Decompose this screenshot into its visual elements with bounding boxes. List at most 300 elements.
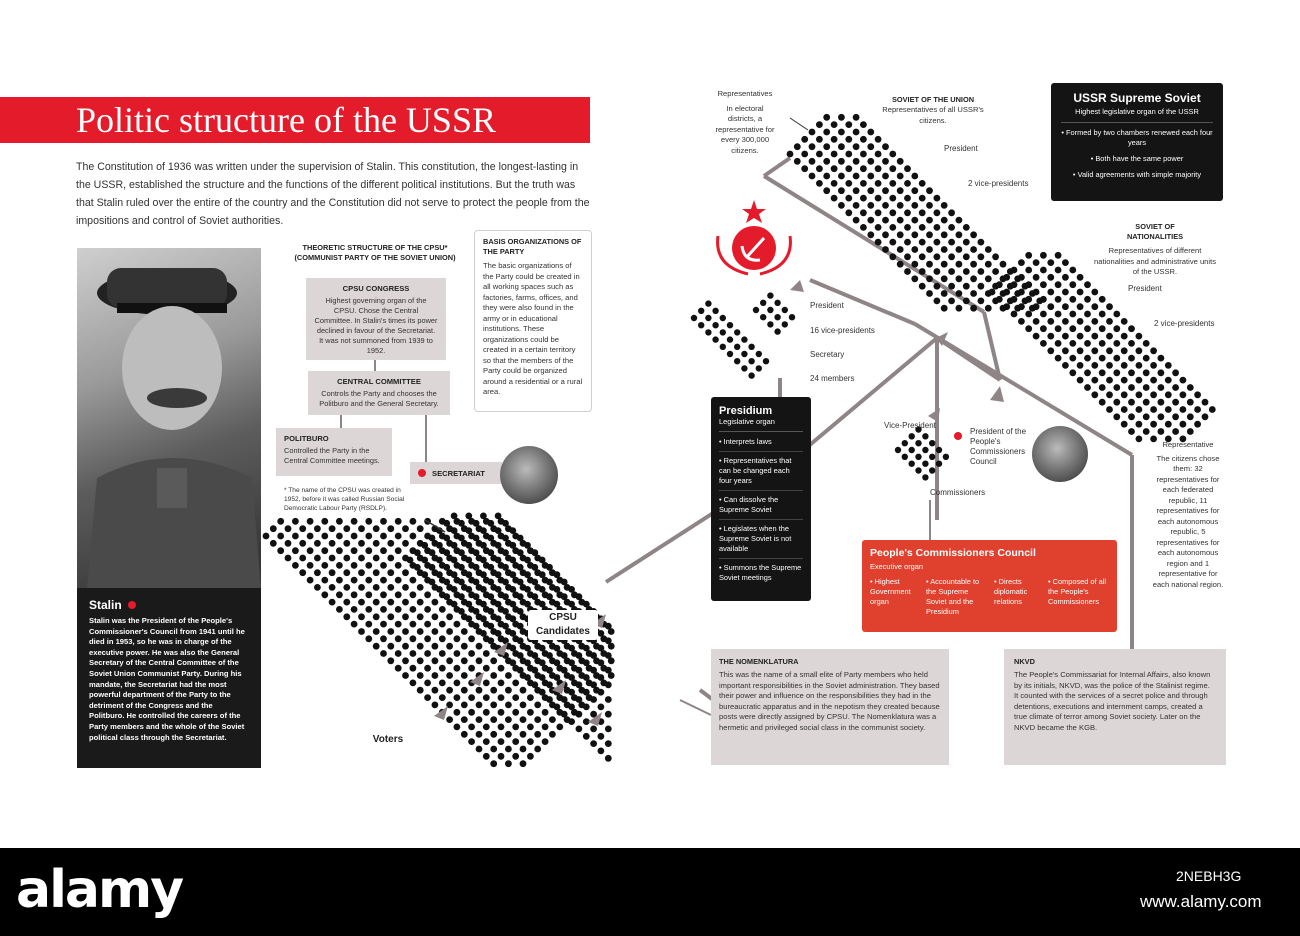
voter-dot xyxy=(490,657,497,664)
candidate-dot xyxy=(605,696,612,703)
soviet-nationalities-dot xyxy=(1180,406,1187,413)
candidate-dot xyxy=(509,586,516,593)
arrow-icon xyxy=(434,706,448,720)
soviet-nationalities-dot xyxy=(1018,274,1025,281)
voter-dot xyxy=(520,746,527,753)
soviet-union-dot xyxy=(941,231,948,238)
voter-dot xyxy=(329,555,336,562)
voter-dot xyxy=(387,525,394,532)
voter-dot xyxy=(417,525,424,532)
soviet-nationalities-dot xyxy=(1055,311,1062,318)
soviet-nationalities-dot xyxy=(1040,267,1047,274)
soviet-nationalities-dot xyxy=(1040,311,1047,318)
soviet-union-dot xyxy=(823,173,830,180)
soviet-union-dot xyxy=(926,231,933,238)
soviet-union-dot xyxy=(875,151,882,158)
voter-dot xyxy=(410,680,417,687)
soviet-union-dot xyxy=(904,209,911,216)
soviet-nationalities-dot xyxy=(1172,428,1179,435)
soviet-nationalities-dot xyxy=(1091,318,1098,325)
candidate-dot xyxy=(465,615,472,622)
voter-dot xyxy=(336,518,343,525)
soviet-union-dot xyxy=(897,158,904,165)
presidium-dot xyxy=(698,322,704,328)
soviet-nationalities-dot xyxy=(1143,399,1150,406)
candidate-dot xyxy=(554,704,561,711)
candidate-dot xyxy=(451,571,458,578)
nkvd-box xyxy=(1004,649,1226,765)
voter-dot xyxy=(373,569,380,576)
voter-dot xyxy=(292,533,299,540)
candidate-dot xyxy=(443,564,450,571)
presidium-subtitle: Legislative organ xyxy=(719,417,803,432)
soviet-union-dot xyxy=(911,275,918,282)
soviet-union-dot xyxy=(911,261,918,268)
soviet-union-dot xyxy=(867,217,874,224)
footer-image-id: 2NEBH3G xyxy=(1176,868,1242,884)
soviet-union-dot xyxy=(919,239,926,246)
voter-dot xyxy=(505,702,512,709)
soviet-union-dot xyxy=(853,129,860,136)
soviet-nationalities-dot xyxy=(1150,377,1157,384)
arrow-icon xyxy=(928,408,940,422)
candidate-dot xyxy=(517,623,524,630)
soviet-nationalities-dot xyxy=(1150,406,1157,413)
soviet-union-dot xyxy=(941,290,948,297)
soviet-union-dot xyxy=(838,129,845,136)
soviet-nationalities-dot xyxy=(1077,303,1084,310)
soviet-union-dot xyxy=(926,290,933,297)
voter-dot xyxy=(395,665,402,672)
soviet-union-dot xyxy=(889,180,896,187)
presidium-dot xyxy=(720,315,726,321)
soviet-nationalities-dot xyxy=(1018,303,1025,310)
candidate-dot xyxy=(465,513,472,520)
politburo-title: POLITBURO xyxy=(284,434,329,443)
soviet-nationalities-dot xyxy=(996,296,1003,303)
voter-dot xyxy=(490,731,497,738)
voter-dot xyxy=(314,555,321,562)
soviet-nationalities-dot xyxy=(1128,428,1135,435)
connector-line xyxy=(790,118,808,130)
soviet-nationalities-dot xyxy=(1143,340,1150,347)
candidate-dot xyxy=(465,557,472,564)
soviet-nationalities-dot xyxy=(1084,325,1091,332)
soviet-nationalities-dot xyxy=(1091,303,1098,310)
soviet-union-dot xyxy=(911,246,918,253)
soviet-nationalities-dot xyxy=(1055,281,1062,288)
soviet-nationalities-dot xyxy=(1047,274,1054,281)
voter-dot xyxy=(490,702,497,709)
voter-dot xyxy=(527,694,534,701)
voter-dot xyxy=(365,533,372,540)
soviet-nationalities-dot xyxy=(1091,289,1098,296)
soviet-union-dot xyxy=(816,165,823,172)
council-dot xyxy=(909,447,915,453)
candidate-dot xyxy=(465,527,472,534)
voter-dot xyxy=(299,540,306,547)
candidate-dot xyxy=(487,549,494,556)
voter-dot xyxy=(373,599,380,606)
voter-dot xyxy=(527,738,534,745)
candidate-dot xyxy=(539,571,546,578)
candidate-dot xyxy=(495,513,502,520)
soviet-union-dot xyxy=(985,246,992,253)
soviet-nationalities-dot xyxy=(1047,347,1054,354)
voter-dot xyxy=(549,731,556,738)
candidate-dot xyxy=(524,586,531,593)
voter-dot xyxy=(439,621,446,628)
soviet-nationalities-dot xyxy=(1011,296,1018,303)
soviet-nationalities-dot xyxy=(1055,252,1062,259)
candidate-dot xyxy=(524,674,531,681)
voter-dot xyxy=(446,613,453,620)
soviet-nationalities-dot xyxy=(1099,296,1106,303)
voter-dot xyxy=(410,621,417,628)
voter-dot xyxy=(527,724,534,731)
voter-dot xyxy=(424,621,431,628)
soviet-nationalities-dot xyxy=(1106,347,1113,354)
candidate-dot xyxy=(546,564,553,571)
soviet-nationalities-dot xyxy=(1136,406,1143,413)
council-dot xyxy=(915,440,921,446)
voter-dot xyxy=(351,606,358,613)
voter-dot xyxy=(387,540,394,547)
voter-dot xyxy=(417,599,424,606)
candidate-dot xyxy=(546,579,553,586)
soviet-union-dot xyxy=(956,217,963,224)
voter-dot xyxy=(498,680,505,687)
candidate-dot xyxy=(568,586,575,593)
soviet-union-dot xyxy=(838,143,845,150)
voter-dot xyxy=(454,709,461,716)
presidium-dot xyxy=(782,307,788,313)
soviet-union-dot xyxy=(919,283,926,290)
voter-dot xyxy=(365,606,372,613)
council-president-dot xyxy=(954,432,962,440)
council-dot xyxy=(909,433,915,439)
candidate-dot xyxy=(487,637,494,644)
candidate-dot xyxy=(451,557,458,564)
candidate-dot xyxy=(465,542,472,549)
soviet-nationalities-dot xyxy=(1033,318,1040,325)
soviet-nationalities-dot xyxy=(1018,259,1025,266)
voter-dot xyxy=(321,518,328,525)
voter-dot xyxy=(402,613,409,620)
voter-dot xyxy=(387,643,394,650)
candidate-dot xyxy=(502,549,509,556)
soviet-nationalities-text: Representatives of different nationalities and administrative units of the USSR. xyxy=(1094,246,1216,276)
candidate-dot xyxy=(598,748,605,755)
candidate-dot xyxy=(502,564,509,571)
candidate-dot xyxy=(502,608,509,615)
cpsu-congress-title: CPSU CONGRESS xyxy=(342,284,410,293)
soviet-nationalities-dot xyxy=(1106,377,1113,384)
candidate-dot xyxy=(473,520,480,527)
voter-dot xyxy=(336,606,343,613)
candidate-dot xyxy=(561,652,568,659)
soviet-nationalities-dot xyxy=(1062,333,1069,340)
candidate-dot xyxy=(524,571,531,578)
peoples-council-subtitle: Executive organ xyxy=(870,562,923,571)
presidium-dot xyxy=(691,315,697,321)
voter-dot xyxy=(520,702,527,709)
representatives-title: Representatives xyxy=(717,89,773,98)
voter-dot xyxy=(380,518,387,525)
candidate-dot xyxy=(568,645,575,652)
soviet-nationalities-dot xyxy=(1143,384,1150,391)
soviet-union-dot xyxy=(926,202,933,209)
voter-dot xyxy=(520,760,527,767)
voter-dot xyxy=(395,562,402,569)
voter-dot xyxy=(432,643,439,650)
soviet-union-dot xyxy=(889,239,896,246)
soviet-nationalities-dot xyxy=(1158,355,1165,362)
voter-dot xyxy=(483,724,490,731)
candidate-dot xyxy=(598,689,605,696)
cpsu-congress-text: Highest governing organ of the CPSU. Chose the Central Committee. In Stalin's times its power declined in favour of the Secretariat. It was not summoned from 1939 to 1952. xyxy=(314,296,438,355)
voter-dot xyxy=(527,709,534,716)
voter-dot xyxy=(512,753,519,760)
candidate-dot xyxy=(517,549,524,556)
soviet-nationalities-dot xyxy=(1172,413,1179,420)
soviet-union-dot xyxy=(904,165,911,172)
presidium-dot xyxy=(734,344,740,350)
voter-dot xyxy=(285,540,292,547)
soviet-nationalities-dot xyxy=(1158,413,1165,420)
soviet-union-dot xyxy=(911,217,918,224)
candidate-dot xyxy=(554,674,561,681)
voter-dot xyxy=(373,540,380,547)
presidium-dot xyxy=(741,351,747,357)
voter-dot xyxy=(446,716,453,723)
soviet-nationalities-dot xyxy=(1069,325,1076,332)
presidium-dot xyxy=(727,351,733,357)
soviet-union-dot xyxy=(948,239,955,246)
voters-label: Voters xyxy=(366,731,410,749)
voter-dot xyxy=(512,694,519,701)
soviet-union-dot xyxy=(882,158,889,165)
candidate-dot xyxy=(568,674,575,681)
voter-dot xyxy=(387,569,394,576)
candidate-dot xyxy=(517,593,524,600)
soviet-nationalities-dot xyxy=(1202,399,1209,406)
voter-dot xyxy=(476,731,483,738)
voter-dot xyxy=(505,746,512,753)
voter-dot xyxy=(505,760,512,767)
candidate-dot xyxy=(546,681,553,688)
presidium-dot xyxy=(705,300,711,306)
soviet-union-dot xyxy=(904,195,911,202)
voter-dot xyxy=(329,584,336,591)
voter-dot xyxy=(417,672,424,679)
supreme-soviet-point: • Both have the same power xyxy=(1090,154,1184,163)
soviet-union-text: Representatives of all USSR's citizens. xyxy=(882,105,984,125)
soviet-union-dot xyxy=(956,246,963,253)
voter-dot xyxy=(446,628,453,635)
soviet-nationalities-dot xyxy=(1033,274,1040,281)
soviet-union-dot xyxy=(867,173,874,180)
soviet-nationalities-dot xyxy=(1011,267,1018,274)
soviet-nationalities-dot xyxy=(1040,340,1047,347)
candidate-dot xyxy=(509,571,516,578)
soviet-union-dot xyxy=(838,158,845,165)
voter-dot xyxy=(520,731,527,738)
soviet-union-dot xyxy=(867,231,874,238)
voter-dot xyxy=(483,680,490,687)
presidium-dot xyxy=(712,322,718,328)
connector-line xyxy=(764,158,790,176)
stalin-name: Stalin xyxy=(89,598,122,612)
voter-dot xyxy=(314,569,321,576)
candidate-dot xyxy=(502,535,509,542)
soviet-union-dot xyxy=(963,253,970,260)
voter-dot xyxy=(417,687,424,694)
voter-dot xyxy=(365,635,372,642)
soviet-nationalities-dot xyxy=(1121,377,1128,384)
soviet-union-dot xyxy=(911,202,918,209)
candidate-dot xyxy=(458,535,465,542)
soviet-nationalities-dot xyxy=(1099,399,1106,406)
council-dot xyxy=(922,447,928,453)
candidate-dot xyxy=(605,740,612,747)
candidate-dot xyxy=(451,513,458,520)
soviet-union-dot xyxy=(941,275,948,282)
soviet-union-dot xyxy=(794,158,801,165)
council-dot xyxy=(915,467,921,473)
soviet-nationalities-dot xyxy=(1069,369,1076,376)
candidate-dot xyxy=(414,564,421,571)
candidate-dot xyxy=(590,726,597,733)
soviet-nationalities-dot xyxy=(1055,355,1062,362)
nkvd-text: The People's Commissariat for Internal Affairs, also known by its initials, NKVD, was the police of the Stalinist regime. It counted with the services of a secret police and through detentions, executions and internment camps, created a true climate of terror among Soviet society. Later on the NKVD became the KGB. xyxy=(1014,670,1211,732)
council-dot xyxy=(922,433,928,439)
soviet-nationalities-dot xyxy=(1055,325,1062,332)
candidate-dot xyxy=(509,557,516,564)
intro-text: The Constitution of 1936 was written under the supervision of Stalin. This constitution, the longest-lasting in the USSR, established the structure and the functions of the different political institutions. But the truth was that Stalin ruled over the entire of the country and the Constitution did not serve to protect the people from the impositions and control of Soviet authorities. xyxy=(76,161,590,227)
candidate-dot xyxy=(539,674,546,681)
candidate-dot xyxy=(598,645,605,652)
soviet-union-dot xyxy=(934,283,941,290)
presidium-secretary: Secretary xyxy=(810,350,845,359)
soviet-union-dot xyxy=(801,136,808,143)
candidate-dot xyxy=(568,704,575,711)
candidate-dot xyxy=(502,593,509,600)
candidate-dot xyxy=(539,557,546,564)
voter-dot xyxy=(468,635,475,642)
voter-dot xyxy=(263,533,270,540)
soviet-union-dot xyxy=(985,261,992,268)
soviet-union-dot xyxy=(978,298,985,305)
voter-dot xyxy=(410,518,417,525)
voter-dot xyxy=(512,680,519,687)
voter-dot xyxy=(343,584,350,591)
candidate-dot xyxy=(465,601,472,608)
soviet-nationalities-dot xyxy=(1025,267,1032,274)
voter-dot xyxy=(520,716,527,723)
voter-dot xyxy=(299,555,306,562)
voter-dot xyxy=(410,650,417,657)
candidate-dot xyxy=(465,571,472,578)
candidate-dot xyxy=(429,564,436,571)
voter-dot xyxy=(395,591,402,598)
soviet-union-dot xyxy=(882,187,889,194)
soviet-nationalities-dot xyxy=(1077,274,1084,281)
voter-dot xyxy=(402,569,409,576)
voter-dot xyxy=(432,672,439,679)
voter-dot xyxy=(395,650,402,657)
page-title: Politic structure of the USSR xyxy=(76,100,496,140)
presidium-dot xyxy=(712,308,718,314)
soviet-nationalities-dot xyxy=(1033,289,1040,296)
voter-dot xyxy=(336,577,343,584)
soviet-nationalities-dot xyxy=(1143,413,1150,420)
candidate-dot xyxy=(561,696,568,703)
soviet-nationalities-dot xyxy=(1113,369,1120,376)
voter-dot xyxy=(410,577,417,584)
soviet-nationalities-dot xyxy=(1084,281,1091,288)
candidate-dot xyxy=(487,564,494,571)
voter-dot xyxy=(446,643,453,650)
candidate-dot xyxy=(531,549,538,556)
candidate-dot xyxy=(576,667,583,674)
soviet-union-dot xyxy=(926,261,933,268)
soviet-nationalities-dot xyxy=(1106,406,1113,413)
presidium-dot xyxy=(767,292,773,298)
soviet-union-dot xyxy=(948,224,955,231)
voter-dot xyxy=(365,518,372,525)
presidium-dot xyxy=(741,365,747,371)
nomenklatura-text: This was the name of a small elite of Party members who held important responsibilities in the Soviet administration. They based their power and influence on the responsibilities they had in the bureaucratic apparatus and in the nepotism they created because posts were directly assigned by CPSU. The Nomenklatura was a hermetic and privileged social class in the communist society. xyxy=(719,670,940,732)
candidate-dot xyxy=(576,593,583,600)
voter-dot xyxy=(432,628,439,635)
soviet-union-dot xyxy=(970,275,977,282)
presidium-dot xyxy=(705,329,711,335)
candidate-dot xyxy=(605,652,612,659)
candidate-dot xyxy=(561,593,568,600)
candidate-dot xyxy=(539,645,546,652)
soviet-nationalities-dot xyxy=(1099,355,1106,362)
voter-dot xyxy=(402,584,409,591)
candidate-dot xyxy=(524,601,531,608)
soviet-union-dot xyxy=(970,231,977,238)
soviet-union-dot xyxy=(934,209,941,216)
soviet-nationalities-dot xyxy=(1055,296,1062,303)
candidate-dot xyxy=(598,659,605,666)
soviet-union-dot xyxy=(948,283,955,290)
soviet-union-dot xyxy=(963,224,970,231)
candidate-dot xyxy=(531,667,538,674)
soviet-nationalities-dot xyxy=(1084,311,1091,318)
soviet-nationalities-dot xyxy=(1194,391,1201,398)
voter-dot xyxy=(417,643,424,650)
soviet-nationalities-dot xyxy=(1143,369,1150,376)
council-president: President of the People's Commissioners Council xyxy=(970,427,1027,466)
soviet-nationalities-dot xyxy=(1106,391,1113,398)
candidate-dot xyxy=(443,549,450,556)
soviet-nationalities-dot xyxy=(1025,311,1032,318)
voter-dot xyxy=(424,665,431,672)
council-dot xyxy=(909,461,915,467)
candidate-dot xyxy=(517,564,524,571)
voter-dot xyxy=(358,540,365,547)
soviet-nationalities-dot xyxy=(1158,428,1165,435)
arrow-icon xyxy=(990,386,1004,402)
soviet-nationalities-dot xyxy=(1077,289,1084,296)
soviet-union-dot xyxy=(919,268,926,275)
candidate-dot xyxy=(495,557,502,564)
candidate-dot xyxy=(421,542,428,549)
